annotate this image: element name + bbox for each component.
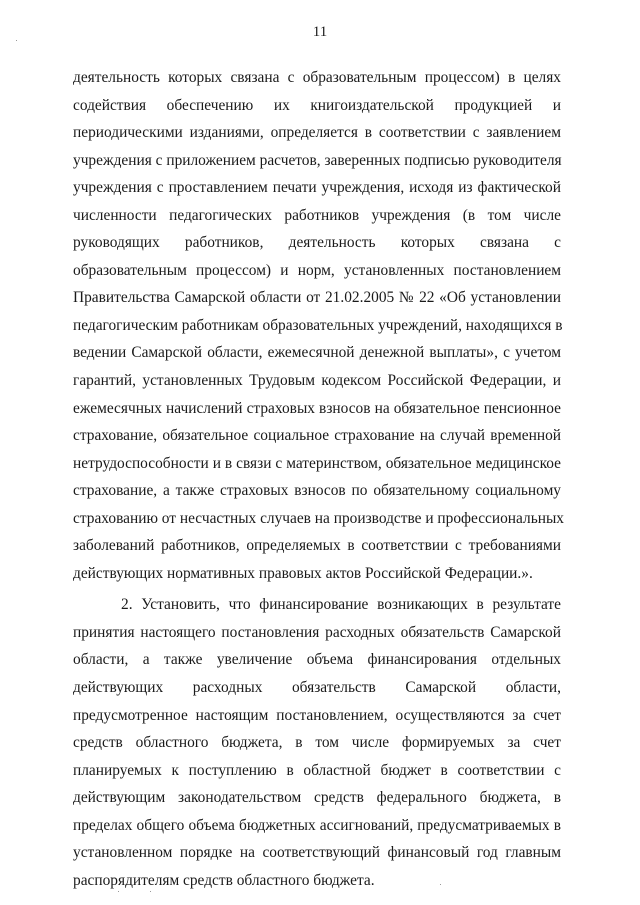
- text-line: страхование, обязательное социальное страхование на случай временной: [73, 427, 561, 445]
- paragraph-1: [73, 64, 564, 587]
- text-line: средств областного бюджета, в том числе формируемых за счет: [73, 734, 561, 752]
- text-line: заболеваний работников, определяемых в соответствии с требованиями: [73, 537, 561, 555]
- text-line: периодическими изданиями, определяется в соответствии с заявлением: [73, 124, 561, 142]
- text-line: страхование, а также страховых взносов по обязательному социальному: [73, 482, 561, 500]
- scan-speck: [16, 40, 17, 41]
- scan-speck: [118, 891, 119, 892]
- text-line: страхованию от несчастных случаев на производстве и профессиональных: [73, 509, 564, 527]
- text-line: действующим законодательством средств федерального бюджета, в: [73, 789, 561, 807]
- text-line: планируемых к поступлению в областной бюджет в соответствии с: [73, 761, 561, 779]
- text-line: нетрудоспособности и в связи с материнством, обязательное медицинское: [73, 454, 561, 472]
- text-line: учреждения с проставлением печати учреждения, исходя из фактической: [73, 179, 561, 197]
- text-line: учреждения с приложением расчетов, заверенных подписью руководителя: [73, 151, 562, 169]
- text-line: содействия обеспечению их книгоиздательской продукцией и: [73, 96, 561, 114]
- text-line: принятия настоящего постановления расходных обязательств Самарской: [73, 623, 561, 641]
- text-line: педагогическим работникам образовательных учреждений, находящихся в: [73, 316, 563, 334]
- paragraph-2: [73, 591, 561, 894]
- text-line: действующих нормативных правовых актов Российской Федерации.».: [73, 564, 533, 582]
- document-body: [73, 64, 564, 894]
- scan-speck: [150, 891, 151, 892]
- text-line: ведении Самарской области, ежемесячной денежной выплаты», с учетом: [73, 344, 561, 362]
- text-line: действующих расходных обязательств Самарской области,: [73, 679, 561, 697]
- text-line: предусмотренное настоящим постановлением, осуществляются за счет: [73, 706, 561, 724]
- page-number: 11: [312, 24, 328, 40]
- text-line: численности педагогических работников учреждения (в том числе: [73, 206, 561, 224]
- text-line: установленном порядке на соответствующий финансовый год главным: [73, 844, 561, 862]
- text-line: Правительства Самарской области от 21.02.2005 № 22 «Об установлении: [73, 289, 561, 307]
- text-line: деятельность которых связана с образовательным процессом) в целях: [73, 69, 561, 86]
- text-line: образовательным процессом) и норм, установленных постановлением: [73, 261, 561, 279]
- text-line: гарантий, установленных Трудовым кодексом Российской Федерации, и: [73, 372, 561, 390]
- scan-speck: [440, 884, 441, 885]
- text-line: 2. Установить, что финансирование возникающих в результате: [121, 596, 561, 614]
- text-line: пределах общего объема бюджетных ассигнований, предусматриваемых в: [73, 816, 561, 834]
- text-line: распорядителям средств областного бюджета.: [73, 871, 375, 889]
- text-line: ежемесячных начислений страховых взносов на обязательное пенсионное: [73, 399, 561, 417]
- text-line: руководящих работников, деятельность которых связана с: [73, 234, 561, 252]
- text-line: области, а также увеличение объема финансирования отдельных: [73, 651, 561, 669]
